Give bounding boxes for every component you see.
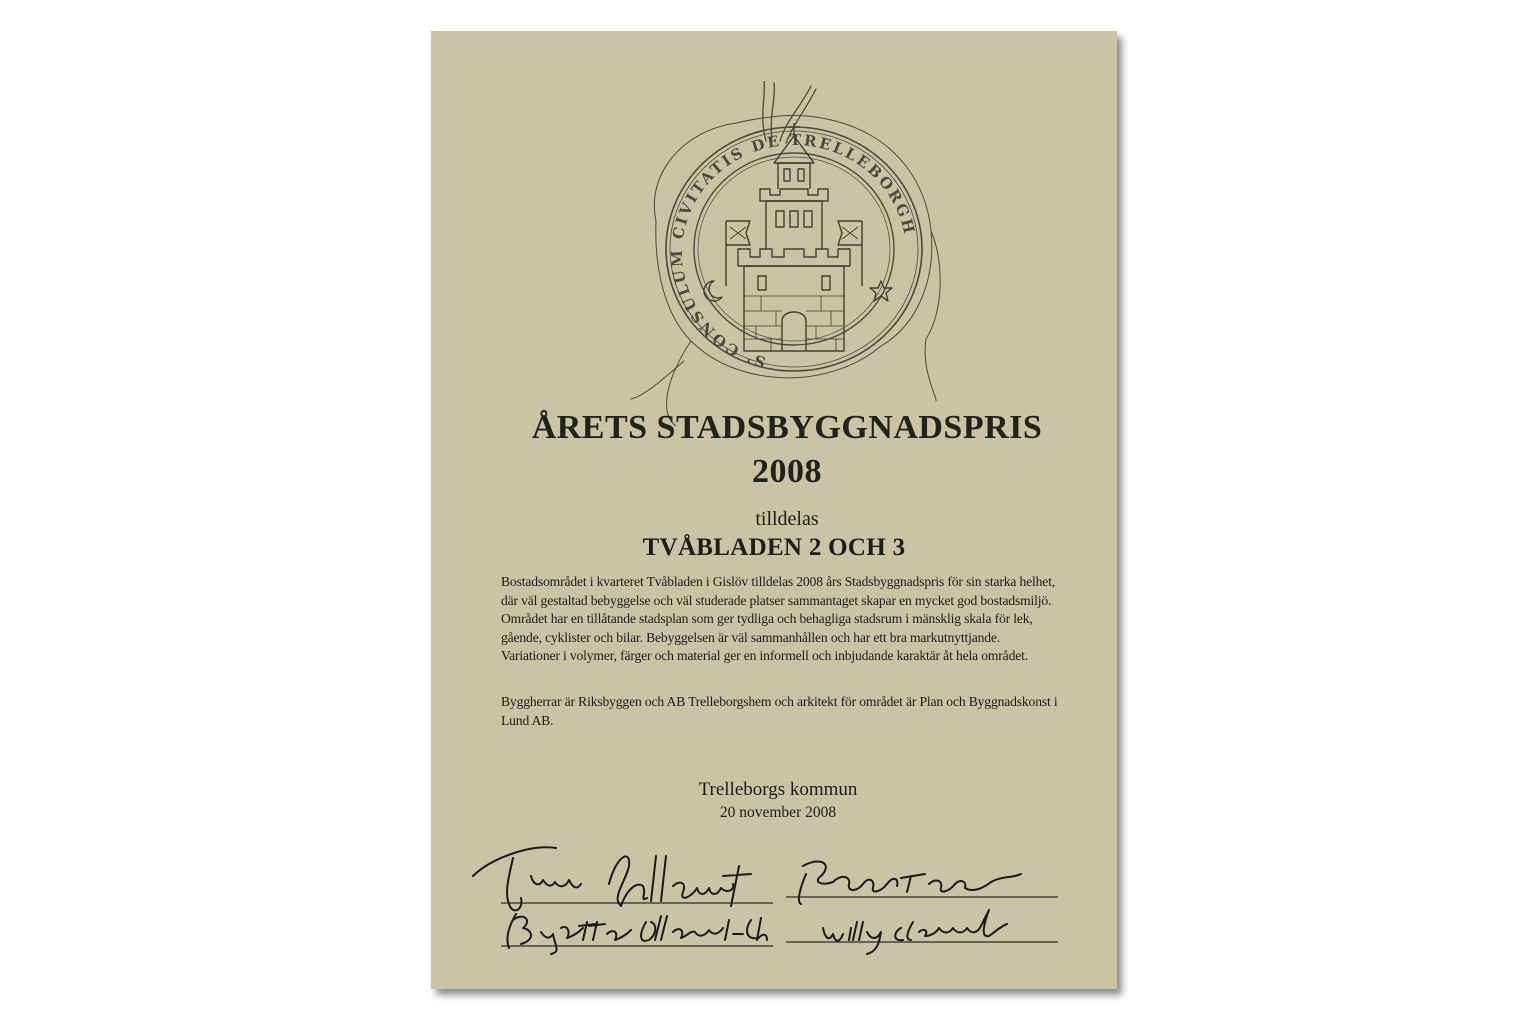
signature-4 bbox=[823, 910, 1007, 954]
awarded-label: tilldelas bbox=[755, 508, 819, 530]
svg-text:S' CONSULUM CIVITATIS DE TRELL bbox=[668, 131, 919, 371]
issuer-block bbox=[431, 779, 1117, 822]
builders-paragraph: Byggherrar är Riksbyggen och AB Trelleborgshem och arkitekt för området är Plan och Byggnadskonst i Lund AB. bbox=[501, 694, 1058, 728]
award-certificate bbox=[431, 31, 1117, 989]
signature-2 bbox=[799, 861, 1021, 904]
signature-block bbox=[461, 836, 1071, 956]
recipient-name: TVÅBLADEN 2 OCH 3 bbox=[642, 534, 906, 561]
citation-paragraph: Bostadsområdet i kvarteret Tvåbladen i Gislöv tilldelas 2008 års Stadsbyggnadspris för sin starka helhet, där väl gestaltad bebyggelse och väl studerade platser sammantaget skapar en mycket god bostadsmiljö. Området har en tillåtande stadsplan som ger tydliga och behagliga stadsrum i mänsklig skala för lek, gående, cyklister och bilar. Bebyggelsen är väl sammanhållen och har ett bra markutnyttjande. Variationer i volymer, färger och material ger en informell och inbjudande karaktär åt hela området. bbox=[501, 574, 1056, 663]
city-seal-icon bbox=[626, 81, 976, 426]
award-title: ÅRETS STADSBYGGNADSPRIS bbox=[531, 409, 1043, 446]
seal-legend: S' CONSULUM CIVITATIS DE TRELLEBORGH bbox=[667, 130, 919, 372]
signature-1 bbox=[473, 847, 751, 910]
issue-date: 20 november 2008 bbox=[719, 804, 837, 821]
issuer-name: Trelleborgs kommun bbox=[698, 779, 858, 800]
signature-3 bbox=[507, 914, 767, 954]
award-year: 2008 bbox=[752, 453, 822, 490]
